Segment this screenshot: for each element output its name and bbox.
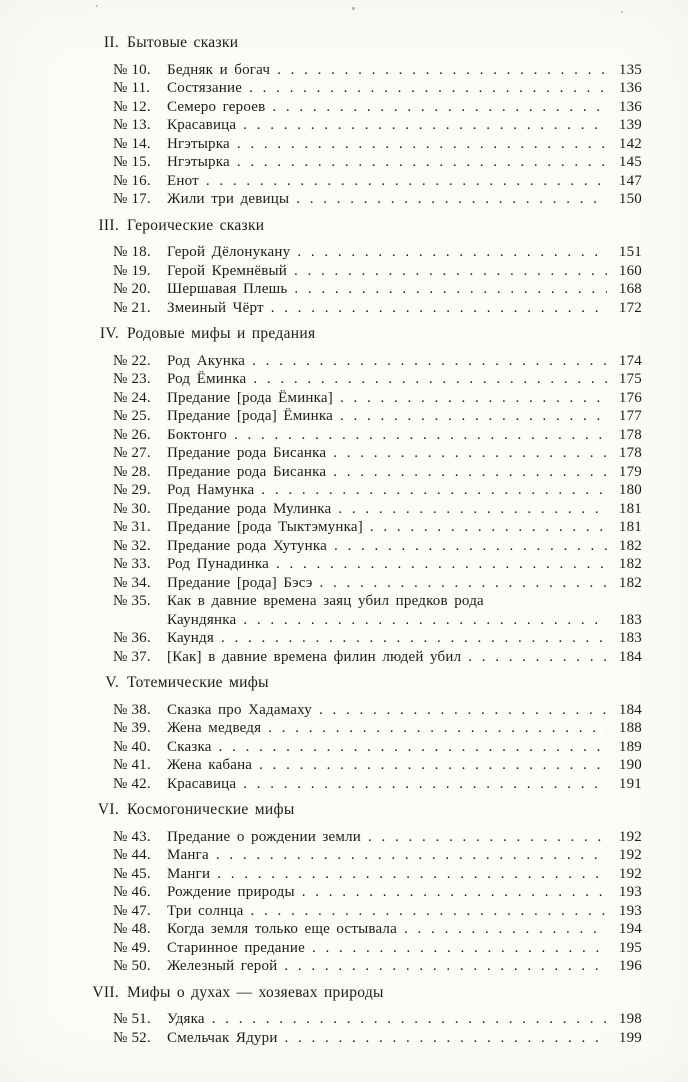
entry-page-number: 176 [618, 389, 642, 406]
toc-entry [113, 1029, 642, 1048]
dot-leader [271, 299, 607, 318]
toc-entry [113, 98, 642, 117]
entry-title: Удяка [167, 1011, 205, 1027]
toc-section [85, 674, 642, 793]
toc-entry [113, 939, 642, 958]
entry-number: № 41. [113, 757, 151, 773]
scan-speck [621, 11, 623, 13]
dot-leader [259, 756, 607, 775]
entry-title: Род Намунка [167, 482, 255, 498]
toc-entry [113, 280, 642, 299]
entry-page-number: 178 [618, 445, 642, 461]
entry-number: № 10. [113, 61, 151, 78]
dot-leader [319, 701, 607, 720]
toc-entry [113, 775, 642, 794]
entry-number: № 40. [113, 738, 151, 755]
dot-leader [261, 481, 607, 500]
entry-number: № 31. [113, 519, 151, 535]
entry-page-number: 168 [618, 281, 642, 297]
entry-number: № 50. [113, 958, 151, 974]
toc-entry [113, 172, 642, 191]
entry-title: Предание [рода Ёминка] [167, 389, 333, 406]
entry-page-number: 182 [618, 537, 642, 554]
entry-page-number: 192 [618, 847, 642, 863]
entry-page-number: 194 [618, 921, 642, 937]
entry-page-number: 181 [618, 500, 642, 517]
entry-page-number: 175 [618, 371, 642, 387]
toc-entry [113, 352, 642, 371]
section-title: Тотемические мифы [127, 674, 269, 691]
toc-entry [113, 518, 642, 537]
entry-title: Предание [рода] Бэсэ [167, 574, 313, 591]
toc-section [85, 34, 642, 209]
entry-page-number: 191 [618, 775, 642, 792]
toc-section [85, 984, 642, 1048]
entry-number: № 48. [113, 921, 151, 937]
dot-leader [296, 190, 607, 209]
entry-number: № 17. [113, 191, 151, 207]
dot-leader [297, 243, 607, 262]
entry-title: Смельчак Ядури [167, 1029, 278, 1046]
entry-title: Предание рода Бисанка [167, 463, 327, 480]
entry-title: Железный герой [167, 958, 278, 974]
entry-page-number: 198 [618, 1011, 642, 1027]
dot-leader [216, 846, 607, 865]
dot-leader [252, 352, 607, 371]
entry-number: № 38. [113, 701, 151, 718]
toc-entry [113, 444, 642, 463]
entry-number: № 13. [113, 117, 151, 133]
dot-leader [302, 883, 607, 902]
entry-number: № 16. [113, 172, 151, 189]
entry-number: № 27. [113, 445, 151, 461]
entry-title: Предание рода Мулинка [167, 500, 332, 517]
entry-title: Каундянка [167, 611, 237, 628]
entry-page-number: 135 [618, 61, 642, 78]
entry-number: № 20. [113, 281, 151, 297]
section-title: Родовые мифы и предания [127, 325, 316, 342]
entry-page-number: 172 [618, 299, 642, 316]
entry-page-number: 142 [618, 135, 642, 152]
entry-title: Род Акунка [167, 352, 246, 369]
entry-title: [Как] в давние времена филин людей убил [167, 648, 462, 665]
section-entries [113, 61, 642, 209]
entry-number: № 19. [113, 262, 151, 279]
entry-title: Жена медведя [167, 720, 262, 736]
entry-number: № 37. [113, 648, 151, 665]
toc-entry [113, 243, 642, 262]
entry-title: Жили три девицы [167, 191, 290, 207]
dot-leader [212, 1010, 607, 1029]
section-numeral: IV. [99, 325, 119, 342]
entry-title: Предание о рождении земли [167, 828, 361, 845]
entry-page-number: 177 [618, 408, 642, 424]
section-entries [113, 1010, 642, 1047]
section-numeral: V. [105, 674, 119, 691]
entry-page-number: 184 [618, 648, 642, 665]
entry-number: № 15. [113, 154, 151, 170]
toc-entry [113, 865, 642, 884]
dot-leader [272, 98, 607, 117]
toc-entry [113, 738, 642, 757]
dot-leader [243, 116, 607, 135]
entry-number: № 42. [113, 775, 151, 792]
entry-title: Когда земля только еще остывала [167, 921, 397, 937]
dot-leader [253, 370, 607, 389]
entry-number: № 30. [113, 500, 151, 517]
section-entries [113, 243, 642, 317]
entry-title: Нгэтырка [167, 154, 230, 170]
entry-title: Сказка [167, 738, 212, 755]
entry-page-number: 150 [618, 191, 642, 207]
entry-title: Род Пунадинка [167, 556, 269, 572]
dot-leader [370, 518, 607, 537]
entry-number: № 26. [113, 426, 151, 443]
entry-page-number: 196 [618, 958, 642, 974]
dot-leader [284, 957, 607, 976]
dot-leader [268, 719, 607, 738]
entry-title: Три солнца [167, 902, 244, 919]
dot-leader [468, 648, 607, 667]
dot-leader [285, 1029, 607, 1048]
section-heading [85, 984, 642, 1003]
entry-number: № 49. [113, 939, 151, 956]
toc-entry [113, 116, 642, 135]
dot-leader [334, 537, 607, 556]
dot-leader [243, 775, 607, 794]
entry-number: № 22. [113, 352, 151, 369]
entry-page-number: 193 [618, 884, 642, 900]
entry-page-number: 147 [618, 172, 642, 189]
entry-title: Жена кабана [167, 757, 253, 773]
entry-number: № 44. [113, 847, 151, 863]
toc-entry [113, 701, 642, 720]
entry-page-number: 190 [618, 757, 642, 773]
dot-leader [251, 902, 607, 921]
table-of-contents [85, 34, 642, 1047]
entry-page-number: 160 [618, 262, 642, 279]
toc-entry [113, 756, 642, 775]
entry-page-number: 178 [618, 426, 642, 443]
section-heading [85, 217, 642, 236]
toc-entry [113, 828, 642, 847]
entry-title: Герой Дёлонукану [167, 244, 291, 260]
entry-title: Енот [167, 172, 199, 189]
toc-entry [113, 299, 642, 318]
entry-title: Рождение природы [167, 884, 295, 900]
toc-entry [113, 463, 642, 482]
toc-entry [113, 481, 642, 500]
dot-leader [368, 828, 607, 847]
entry-page-number: 193 [618, 902, 642, 919]
entry-number: № 36. [113, 630, 151, 646]
entry-title: Род Ёминка [167, 371, 247, 387]
section-entries [113, 828, 642, 976]
dot-leader [338, 500, 607, 519]
entry-number: № 21. [113, 299, 151, 316]
toc-entry [113, 153, 642, 172]
entry-page-number: 182 [618, 556, 642, 572]
entry-title: Красавица [167, 117, 237, 133]
entry-page-number: 199 [618, 1029, 642, 1046]
toc-entry [113, 846, 642, 865]
section-heading [85, 34, 642, 53]
section-title: Космогонические мифы [127, 801, 295, 818]
dot-leader [217, 865, 607, 884]
entry-title: Манги [167, 865, 211, 882]
section-heading [85, 801, 642, 820]
dot-leader [234, 426, 607, 445]
entry-page-number: 181 [618, 519, 642, 535]
entry-title: Предание рода Хутунка [167, 537, 327, 554]
toc-entry [113, 262, 642, 281]
dot-leader [340, 389, 607, 408]
entry-title: Манга [167, 847, 209, 863]
section-numeral: VI. [97, 801, 119, 818]
toc-entry [113, 883, 642, 902]
entry-number: № 46. [113, 884, 151, 900]
dot-leader [319, 574, 607, 593]
entry-title: Семеро героев [167, 98, 266, 115]
dot-leader [276, 555, 607, 574]
entry-page-number: 151 [618, 244, 642, 260]
section-numeral: VII. [92, 983, 119, 1001]
toc-section [85, 801, 642, 976]
dot-leader [333, 444, 607, 463]
toc-section [85, 325, 642, 666]
toc-entry [113, 719, 642, 738]
toc-entry [113, 555, 642, 574]
entry-page-number: 188 [618, 720, 642, 736]
entry-page-number: 180 [618, 482, 642, 498]
toc-entry [113, 426, 642, 445]
entry-title: Предание рода Бисанка [167, 445, 327, 461]
toc-entry [113, 902, 642, 921]
toc-entry [113, 648, 642, 667]
toc-entry [113, 61, 642, 80]
entry-title: Сказка про Хадамаху [167, 701, 312, 718]
scan-speck [96, 5, 98, 7]
section-title: Бытовые сказки [127, 34, 239, 51]
toc-entry [113, 190, 642, 209]
toc-entry [113, 1010, 642, 1029]
entry-number: № 28. [113, 463, 151, 480]
entry-number: № 25. [113, 408, 151, 424]
section-heading [85, 674, 642, 693]
entry-page-number: 192 [618, 828, 642, 845]
section-title: Мифы о духах — хозяевах природы [127, 983, 384, 1001]
entry-title: Красавица [167, 775, 237, 792]
toc-entry [113, 629, 642, 648]
entry-title: Герой Кремнёвый [167, 262, 287, 279]
dot-leader [294, 262, 607, 281]
entry-page-number: 183 [618, 611, 642, 628]
toc-entry [113, 500, 642, 519]
entry-number: № 12. [113, 98, 151, 115]
dot-leader [219, 738, 607, 757]
entry-title: Предание [рода Тыктэмунка] [167, 519, 363, 535]
dot-leader [333, 463, 607, 482]
entry-title: Как в давние времена заяц убил предков рода [167, 593, 484, 609]
toc-entry [113, 407, 642, 426]
entry-page-number: 145 [618, 154, 642, 170]
dot-leader [294, 280, 607, 299]
toc-entry [113, 574, 642, 593]
toc-entry [113, 957, 642, 976]
dot-leader [221, 629, 607, 648]
entry-number: № 33. [113, 556, 151, 572]
dot-leader [312, 939, 607, 958]
entry-page-number: 184 [618, 701, 642, 718]
entry-page-number: 174 [618, 352, 642, 369]
dot-leader [249, 79, 607, 98]
dot-leader [404, 920, 607, 939]
entry-title: Старинное предание [167, 939, 305, 956]
entry-title: Состязание [167, 80, 243, 96]
toc-entry [113, 79, 642, 98]
dot-leader [340, 407, 607, 426]
entry-page-number: 189 [618, 738, 642, 755]
entry-title: Змеиный Чёрт [167, 299, 264, 316]
dot-leader [243, 611, 607, 630]
entry-title: Каундя [167, 630, 214, 646]
section-heading [85, 325, 642, 344]
entry-page-number: 182 [618, 574, 642, 591]
entry-page-number: 183 [618, 630, 642, 646]
entry-number: № 34. [113, 574, 151, 591]
entry-page-number: 179 [618, 463, 642, 480]
entry-number: № 18. [113, 244, 151, 260]
toc-entry [113, 611, 642, 630]
entry-number: № 14. [113, 135, 151, 152]
toc-entry [113, 920, 642, 939]
entry-page-number: 192 [618, 865, 642, 882]
entry-number: № 39. [113, 720, 151, 736]
entry-title: Предание [рода] Ёминка [167, 408, 333, 424]
entry-number: № 23. [113, 371, 151, 387]
dot-leader [277, 61, 607, 80]
entry-title: Боктонго [167, 426, 227, 443]
entry-title: Бедняк и богач [167, 61, 271, 78]
dot-leader [237, 153, 607, 172]
entry-page-number: 136 [618, 80, 642, 96]
toc-section [85, 217, 642, 318]
entry-number: № 52. [113, 1029, 151, 1046]
entry-number: № 45. [113, 865, 151, 882]
toc-entry [113, 537, 642, 556]
entry-title: Нгэтырка [167, 135, 230, 152]
entry-title: Шершавая Плешь [167, 281, 288, 297]
toc-entry [113, 370, 642, 389]
dot-leader [206, 172, 607, 191]
entry-number: № 51. [113, 1011, 151, 1027]
section-numeral: III. [98, 216, 119, 234]
entry-page-number: 195 [618, 939, 642, 956]
entry-number: № 47. [113, 902, 151, 919]
entry-number: № 35. [113, 593, 151, 609]
entry-page-number: 139 [618, 117, 642, 133]
entry-number: № 24. [113, 389, 151, 406]
dot-leader [237, 135, 607, 154]
entry-number: № 43. [113, 828, 151, 845]
toc-entry [113, 135, 642, 154]
section-entries [113, 701, 642, 794]
entry-number: № 29. [113, 482, 151, 498]
entry-page-number: 136 [618, 98, 642, 115]
section-numeral: II. [103, 34, 119, 51]
section-entries [113, 352, 642, 667]
entry-number: № 11. [113, 80, 151, 96]
entry-number: № 32. [113, 537, 151, 554]
toc-entry [113, 389, 642, 408]
section-title: Героические сказки [127, 216, 265, 234]
toc-entry [113, 592, 642, 611]
scan-speck [352, 7, 355, 10]
